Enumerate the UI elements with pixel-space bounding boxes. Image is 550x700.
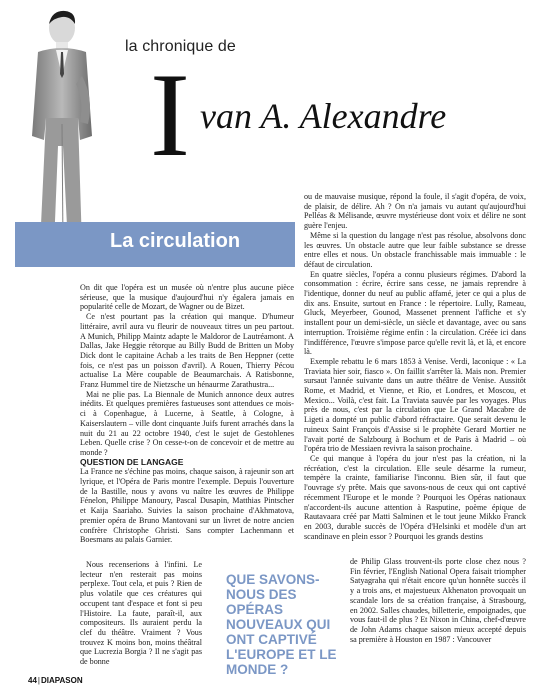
paragraph: Mai ne plie pas. La Biennale de Munich annonce deux autres inédits. Et quelques premières fastueuses sont attendues ce mois-ci à Copenhague, à Lucerne, à Seattle, à Cologne, à Kaiserslautern – ville dont cinquante Juifs furent arrachés dans la nuit du 21 au 22 octobre 1940, c'est le sujet de Gestohlenes Leben. Quelle crise ? On cesse-t-on de concevoir et de mettre au monde ? <box>80 389 294 457</box>
paragraph: de Philip Glass trouvent-ils porte close chez nous ? Fin février, l'English National Opera faisait triompher Satyagraha qui n'était encore qu'un honnête succès il y a trois ans, et majestueux Akhenaton provoquait un scandale lors de sa création française, à Strasbourg, en 2002. Salles chaudes, billetterie, empoignades, que vous faut-il de plus ? Et Nixon in China, chef-d'œuvre de John Adams chaque saison mieux accepté depuis sa première à Houston en 1987 : Vancouver <box>350 557 526 644</box>
paragraph: Nous recenserions à l'infini. Le lecteur n'en resterait pas moins perplexe. Tout cela, et puis ? Rien de plus volatile que ces créatures qui occupent tant d'espace et font si peu l'Histoire. La faute, paraît-il, aux compositeurs. Ils auraient perdu la clef du théâtre. Vraiment ? Vous trouvez K moins bon, moins théâtral que Lucrezia Borgia ? Il ne s'agit pas de bonne <box>80 560 202 667</box>
paragraph: On dit que l'opéra est un musée où n'entre plus aucune pièce sérieuse, que la musique d'aujourd'hui n'y égalera jamais en popularité celle de Mozart, de Wagner ou de Bizet. <box>80 283 294 312</box>
paragraph: Même si la question du langage n'est pas résolue, absolvons donc les œuvres. Un obstacle autre que leur faible substance se dresse entre elles et nous. Un obstacle franchissable mais immuable : le défaut de circulation. <box>304 230 526 269</box>
column-series-label: la chronique de <box>125 38 236 55</box>
subheading: QUESTION DE LANGAGE <box>80 456 184 467</box>
article-column-1-lower <box>80 560 202 667</box>
paragraph: La France ne s'échine pas moins, chaque saison, à rajeunir son art lyrique, et l'Opéra de Paris montre l'exemple. Depuis l'ouverture de la Bastille, nous y avons vu naître les œuvres de Philippe Fénelon, Philippe Manoury, Pascal Dusapin, Matthias Pintscher et Kaija Saariaho. Suivies la saison prochaine d'Akhmatova, premier opéra de Bruno Mantovani sur un livret de notre ancien confrère Christophe Ghristi. Sans compter Lachenmann et Boesmans au palais Garnier. <box>80 467 294 545</box>
page-folio: 44|DIAPASON <box>28 676 83 685</box>
author-initial: I <box>150 48 190 181</box>
paragraph: Ce n'est pourtant pas la création qui manque. D'humeur littéraire, avril aura vu fleurir de nouveaux titres un peu partout. A Munich, Philipp Maintz adapte le Maldoror de Lautréamont. A Dallas, Jake Heggie rétorque au Billy Budd de Britten un Moby Dick dont le capitaine Achab a les traits de Ben Heppner (cette fois, ce n'est pas un poisson d'avril). A Rouen, Thierry Pécou actualise La Mère coupable de Beaumarchais. A Ratisbonne, Franz Hummel tire de Nietzsche un hénaurme Zarathustra... <box>80 312 294 390</box>
paragraph: Exemple rebattu le 6 mars 1853 à Venise. Verdi, laconique : « La Traviata hier soir, fiasco ». On faillit s'arrêter là. Mais non. Premier sursaut l'année suivante dans un autre théâtre de Venise. Aussitôt Rome, et Madrid, et Vienne, et Rio, et Londres, et Moscou, et Mexico... Voilà, c'est fait. La Traviata sauvée par les voyages. Plus près de nous, c'est par la circulation que Le Grand Macabre de Ligeti a dompté un public d'abord réfractaire. Que serait devenu le ruineux Saint François d'Assise si le prophète Gerard Mortier ne l'avait porté de Salzbourg à Bochum et de Paris à Madrid – où l'opéra trio de Messiaen revivra la saison prochaine. <box>304 356 526 454</box>
author-name: van A. Alexandre <box>200 96 447 136</box>
paragraph: Ce qui manque à l'opéra du jour n'est pas la création, ni la récréation, c'est la circulation. Elle seule désarme la rumeur, tempère la crainte, familiarise l'inconnu. Bien sûr, il faut que l'ouvrage s'y prête. Mais que savons-nous de ceux qui ont captivé récemment l'Europe et le monde ? Pourquoi les Opéras nationaux n'accordent-ils aucune attention à Rasputine, poème épique de Rautavaara créé par Matti Salminen et le tout jeune Mikko Franck en 2003, durable succès de l'Opéra d'Helsinki et modèle d'un art scandinave en plein essor ? Pourquoi les grands destins <box>304 453 526 541</box>
paragraph: En quatre siècles, l'opéra a connu plusieurs régimes. D'abord la consommation : écrire, écrire sans cesse, ne jamais reprendre à l'identique, donner du neuf au public affamé, jeter ce qui a plus de dix ans. Ensuite, surtout en France : le répertoire. Lully, Rameau, Gluck, Meyerbeer, Gounod, Massenet prennent l'affiche et s'y installent pour un demi-siècle, un siècle et davantage, avec ou sans interruption. Troisième régime enfin : la circulation. Créée ici dans l'indifférence, l'œuvre s'impose parce qu'elle revit là, et là, et encore là. <box>304 269 526 357</box>
article-column-2 <box>304 192 526 541</box>
page-number: 44 <box>28 676 37 685</box>
magazine-name: DIAPASON <box>40 676 83 685</box>
article-title: La circulation <box>110 230 241 252</box>
pull-quote: QUE SAVONS-NOUS DES OPÉRAS NOUVEAUX QUI ONT CAPTIVÉ L'EUROPE ET LE MONDE ? <box>226 572 337 677</box>
paragraph: ou de mauvaise musique, répond la foule, il s'agit d'opéra, de voix, de plaisir, de délire. Ah ? On n'a jamais vu autant qu'aujourd'hui Pelléas & Mélisande, œuvre mystérieuse dont voix et délire ne sont guère l'enjeu. <box>304 192 526 231</box>
article-column-2-lower <box>350 557 526 644</box>
article-column-1 <box>80 283 294 545</box>
